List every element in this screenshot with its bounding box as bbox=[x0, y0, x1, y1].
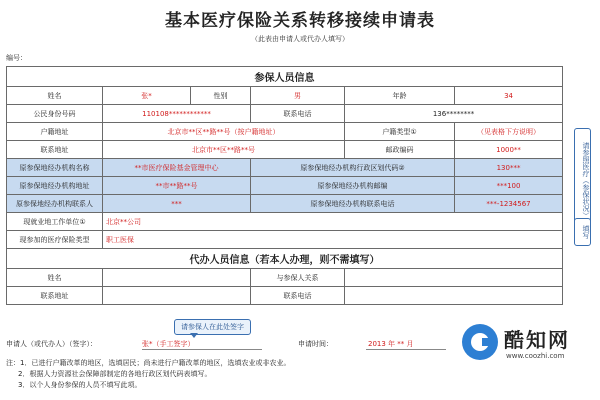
value-agency-address: **市**路**号 bbox=[103, 177, 251, 195]
notes-block bbox=[6, 358, 290, 391]
label-phone: 联系电话 bbox=[251, 105, 345, 123]
section-insured-header bbox=[7, 67, 563, 87]
table-row bbox=[7, 141, 563, 159]
signature-line bbox=[142, 349, 262, 350]
signature-value[interactable]: 张*（手工签字） bbox=[142, 340, 195, 348]
section-agent-title: 代办人员信息（若本人办理，则不需填写） bbox=[7, 249, 563, 269]
date-label: 申请时间： bbox=[298, 340, 333, 348]
value-contact-address: 北京市**区**路**号 bbox=[103, 141, 345, 159]
side-note-callout: 请参照医疗（参保状况） bbox=[574, 128, 591, 232]
label-id-number: 公民身份号码 bbox=[7, 105, 103, 123]
serial-number-label: 编号： bbox=[6, 54, 27, 62]
note-line-3: 3．以个人身份参保的人员不填写此项。 bbox=[18, 381, 142, 389]
label-agency-region-code: 原参保地经办机构行政区划代码② bbox=[251, 159, 455, 177]
label-age: 年龄 bbox=[345, 87, 455, 105]
label-agent-name: 姓名 bbox=[7, 269, 103, 287]
label-agent-address: 联系地址 bbox=[7, 287, 103, 305]
signature-label: 申请人（或代办人）（签字）： bbox=[6, 340, 97, 348]
table-row bbox=[7, 231, 563, 249]
callout-arrow-icon bbox=[190, 333, 198, 338]
label-agency-address: 原参保地经办机构地址 bbox=[7, 177, 103, 195]
value-agency-phone: ***-1234567 bbox=[455, 195, 563, 213]
label-gender: 性别 bbox=[191, 87, 251, 105]
field-agent-relation[interactable] bbox=[345, 269, 563, 287]
label-insurance-type: 现参加的医疗保险类型 bbox=[7, 231, 103, 249]
section-insured-title: 参保人员信息 bbox=[7, 67, 563, 87]
watermark bbox=[460, 318, 590, 374]
application-form-table bbox=[6, 66, 563, 305]
form-subtitle: （此表由申请人或代办人填写） bbox=[251, 35, 349, 43]
form-title: 基本医疗保险关系转移接续申请表 bbox=[165, 11, 435, 31]
note-line-1: 注：1．已进行户籍改革的地区，选填居民；尚未进行户籍改革的地区，选填农业或非农业。 bbox=[6, 359, 291, 367]
label-agent-phone: 联系电话 bbox=[251, 287, 345, 305]
table-row bbox=[7, 195, 563, 213]
label-agency-contact: 原参保地经办机构联系人 bbox=[7, 195, 103, 213]
label-contact-address: 联系地址 bbox=[7, 141, 103, 159]
value-household-address: 北京市**区**路**号（按户籍地址） bbox=[103, 123, 345, 141]
field-agent-address[interactable] bbox=[103, 287, 251, 305]
label-employer: 现就业地工作单位① bbox=[7, 213, 103, 231]
table-row bbox=[7, 159, 563, 177]
field-agent-name[interactable] bbox=[103, 269, 251, 287]
table-row bbox=[7, 123, 563, 141]
label-postal-code: 邮政编码 bbox=[345, 141, 455, 159]
table-row bbox=[7, 287, 563, 305]
side-note-fill-label: 填写 bbox=[574, 218, 591, 246]
value-household-type: （见表格下方说明） bbox=[455, 123, 563, 141]
value-insurance-type: 职工医保 bbox=[103, 231, 563, 249]
value-agency-name: **市医疗保险基金管理中心 bbox=[103, 159, 251, 177]
value-age: 34 bbox=[455, 87, 563, 105]
table-row bbox=[7, 105, 563, 123]
table-row bbox=[7, 87, 563, 105]
watermark-url: www.coozhi.com bbox=[506, 352, 565, 360]
value-employer: 北京**公司 bbox=[103, 213, 563, 231]
value-agency-contact: *** bbox=[103, 195, 251, 213]
label-household-type: 户籍类型① bbox=[345, 123, 455, 141]
value-agency-region-code: 130*** bbox=[455, 159, 563, 177]
watermark-logo-icon bbox=[462, 324, 498, 360]
table-row bbox=[7, 269, 563, 287]
field-agent-phone[interactable] bbox=[345, 287, 563, 305]
signature-callout: 请参保人在此处签字 bbox=[174, 319, 251, 335]
value-name: 张* bbox=[103, 87, 191, 105]
label-household-address: 户籍地址 bbox=[7, 123, 103, 141]
section-agent-header bbox=[7, 249, 563, 269]
value-agency-postcode: ***100 bbox=[455, 177, 563, 195]
watermark-name: 酷知网 bbox=[504, 328, 570, 352]
date-value[interactable]: 2013 年 ** 月 bbox=[368, 340, 414, 348]
value-gender: 男 bbox=[251, 87, 345, 105]
value-phone: 136******** bbox=[345, 105, 563, 123]
value-postal-code: 1000** bbox=[455, 141, 563, 159]
label-agent-relation: 与参保人关系 bbox=[251, 269, 345, 287]
label-agency-name: 原参保地经办机构名称 bbox=[7, 159, 103, 177]
label-agency-phone: 原参保地经办机构联系电话 bbox=[251, 195, 455, 213]
note-line-2: 2．根据人力资源社会保障部制定的各地行政区划代码表填写。 bbox=[18, 370, 212, 378]
date-line bbox=[366, 349, 446, 350]
table-row bbox=[7, 177, 563, 195]
label-agency-postcode: 原参保地经办机构邮编 bbox=[251, 177, 455, 195]
label-name: 姓名 bbox=[7, 87, 103, 105]
table-row bbox=[7, 213, 563, 231]
value-id-number: 110108************ bbox=[103, 105, 251, 123]
